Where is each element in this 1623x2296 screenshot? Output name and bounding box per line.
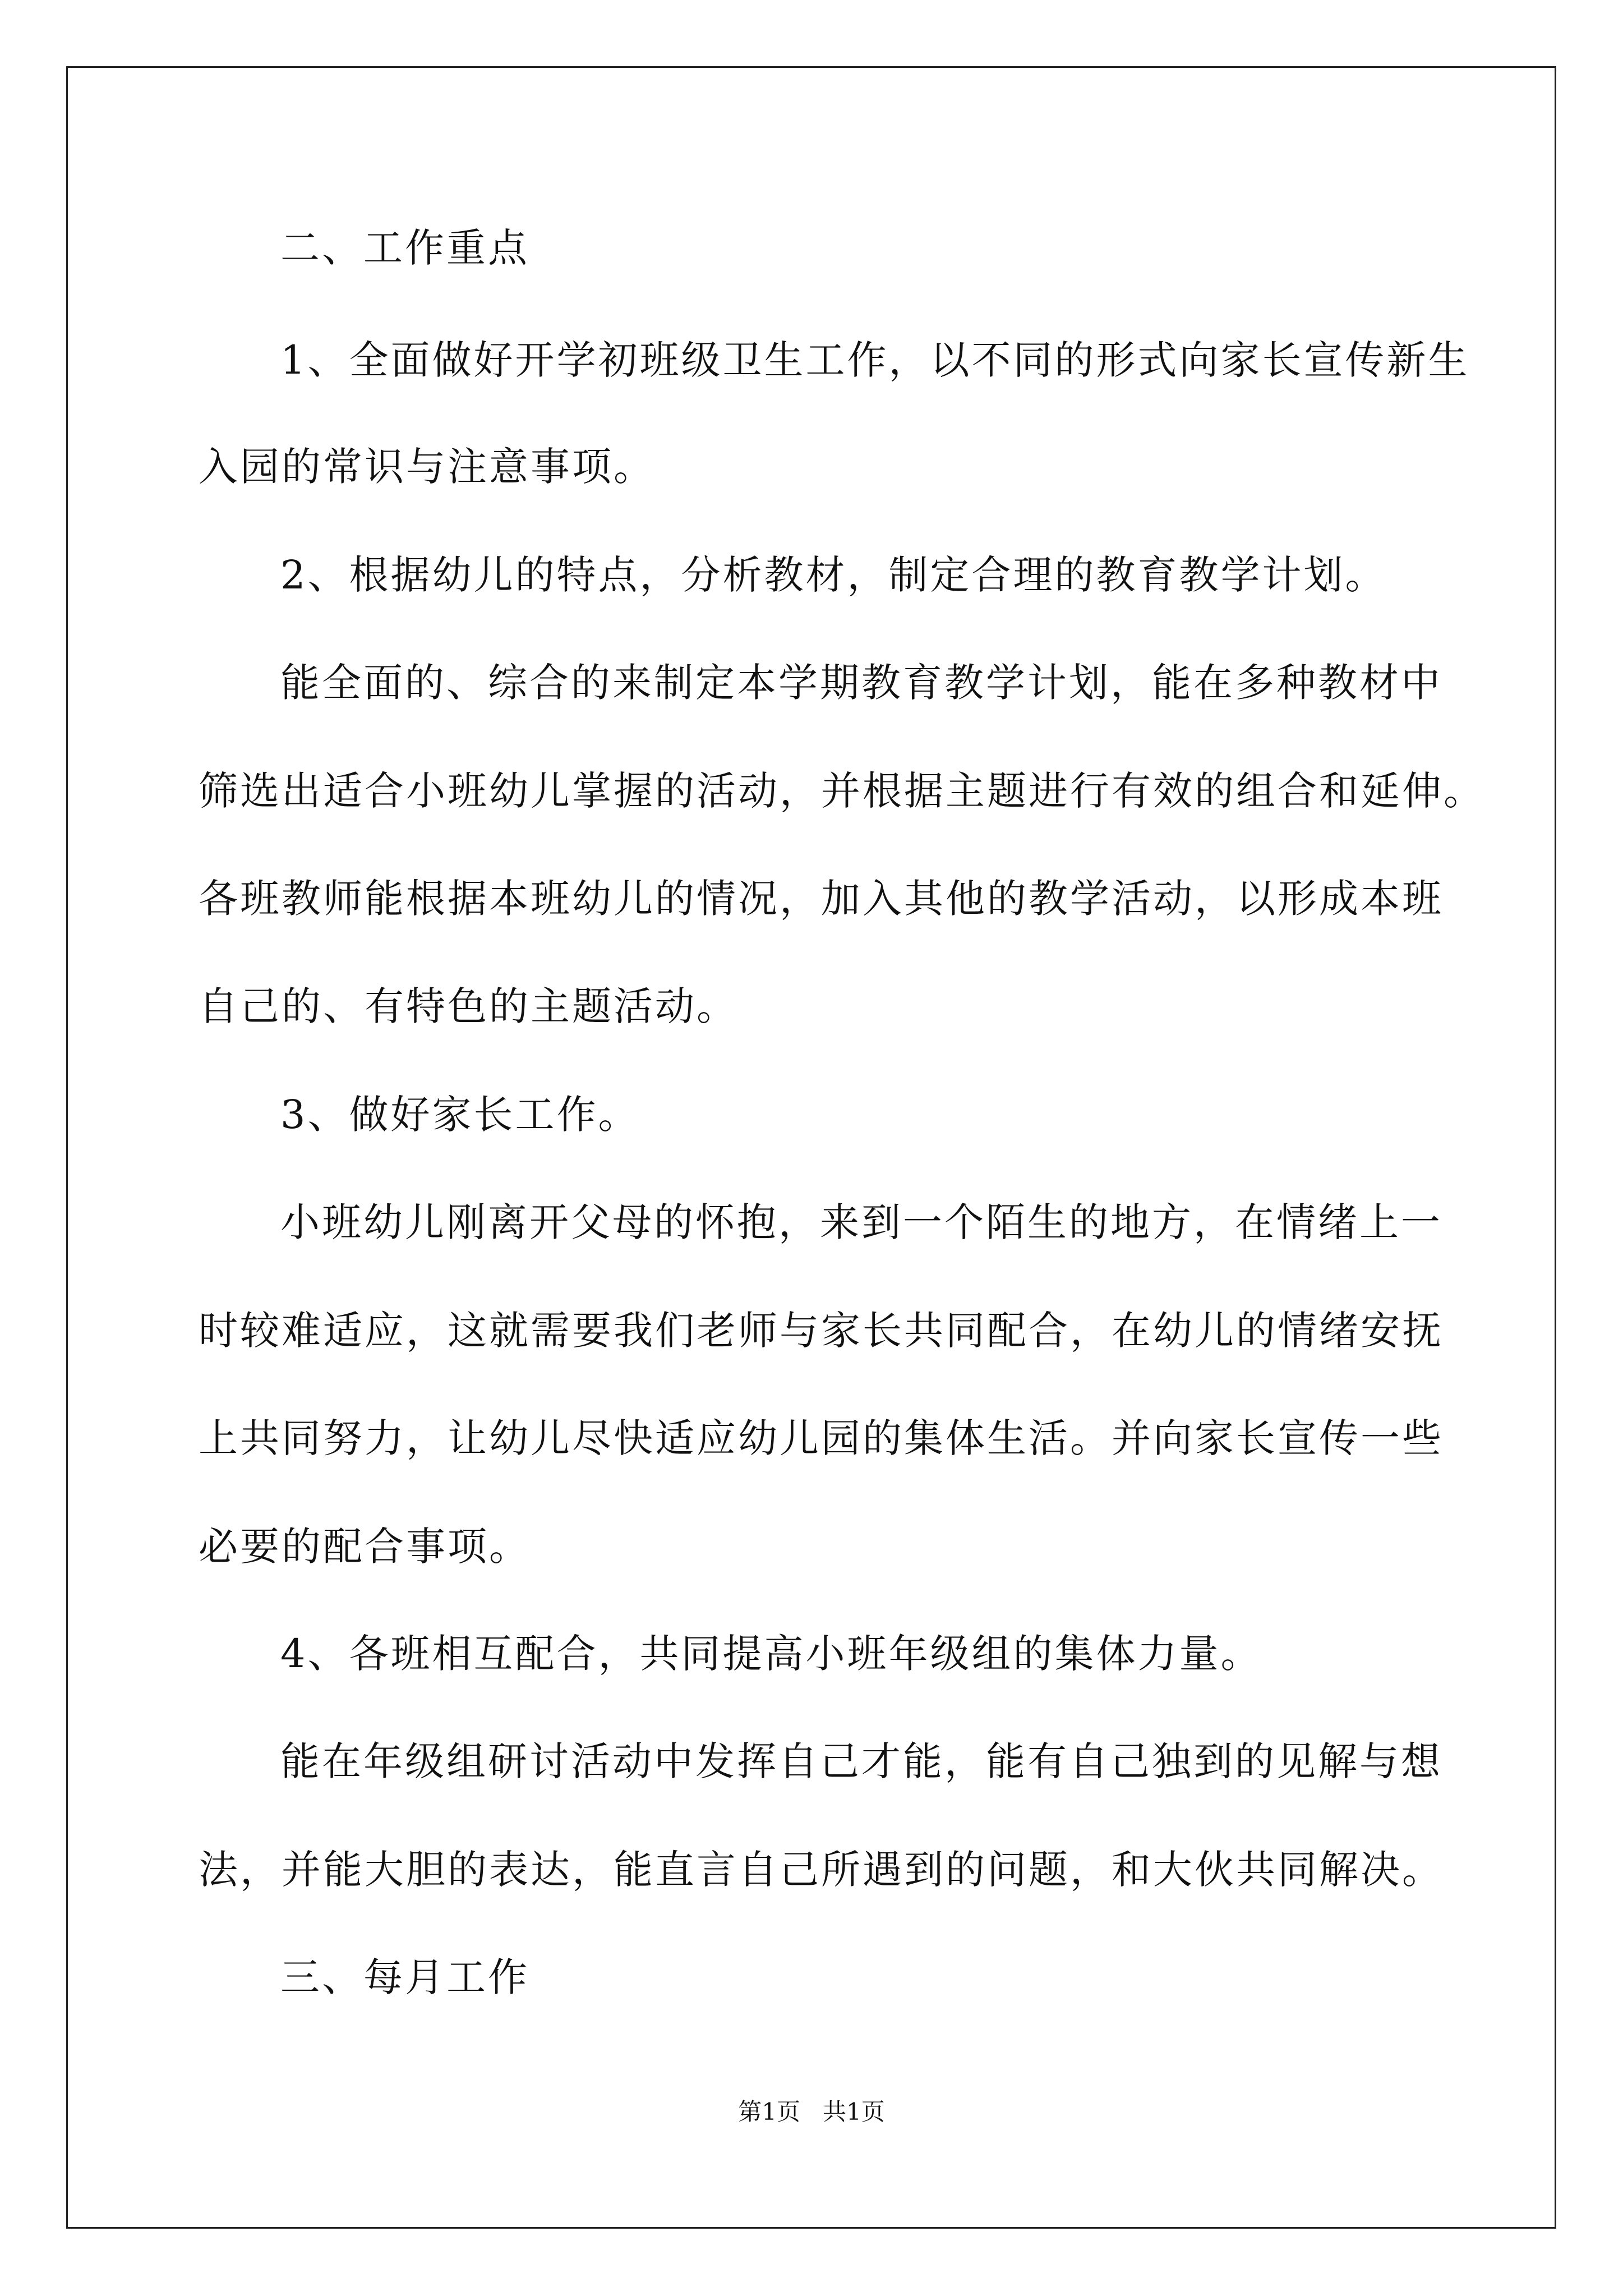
item-3-paragraph-line-4: 必要的配合事项。 — [199, 1524, 531, 1570]
item-3-paragraph-line-3: 上共同努力，让幼儿尽快适应幼儿园的集体生活。并向家长宣传一些 — [199, 1415, 1444, 1461]
page-border — [66, 66, 1556, 2229]
item-3-heading: 3、做好家长工作。 — [280, 1092, 640, 1138]
item-2-paragraph-line-3: 各班教师能根据本班幼儿的情况，加入其他的教学活动，以形成本班 — [199, 876, 1444, 922]
item-1-line-1: 1、全面做好开学初班级卫生工作，以不同的形式向家长宣传新生 — [280, 337, 1470, 383]
item-2-paragraph-line-2: 筛选出适合小班幼儿掌握的活动，并根据主题进行有效的组合和延伸。 — [199, 768, 1485, 814]
section-heading-work-focus: 二、工作重点 — [280, 225, 529, 271]
section-heading-monthly-work: 三、每月工作 — [280, 1954, 529, 2000]
item-4-paragraph-line-1: 能在年级组研讨活动中发挥自己才能，能有自己独到的见解与想 — [280, 1738, 1442, 1784]
item-3-paragraph-line-2: 时较难适应，这就需要我们老师与家长共同配合，在幼儿的情绪安抚 — [199, 1308, 1444, 1354]
page-number-footer: 第1页 共1页 — [738, 2098, 885, 2125]
item-2-paragraph-line-1: 能全面的、综合的来制定本学期教育教学计划，能在多种教材中 — [280, 660, 1442, 706]
item-2-heading: 2、根据幼儿的特点，分析教材，制定合理的教育教学计划。 — [280, 552, 1387, 598]
item-4-paragraph-line-2: 法，并能大胆的表达，能直言自己所遇到的问题，和大伙共同解决。 — [199, 1847, 1444, 1893]
item-2-paragraph-line-4: 自己的、有特色的主题活动。 — [199, 983, 738, 1029]
item-4-heading: 4、各班相互配合，共同提高小班年级组的集体力量。 — [280, 1631, 1262, 1677]
item-3-paragraph-line-1: 小班幼儿刚离开父母的怀抱，来到一个陌生的地方，在情绪上一 — [280, 1199, 1442, 1245]
item-1-line-2: 入园的常识与注意事项。 — [199, 444, 655, 490]
